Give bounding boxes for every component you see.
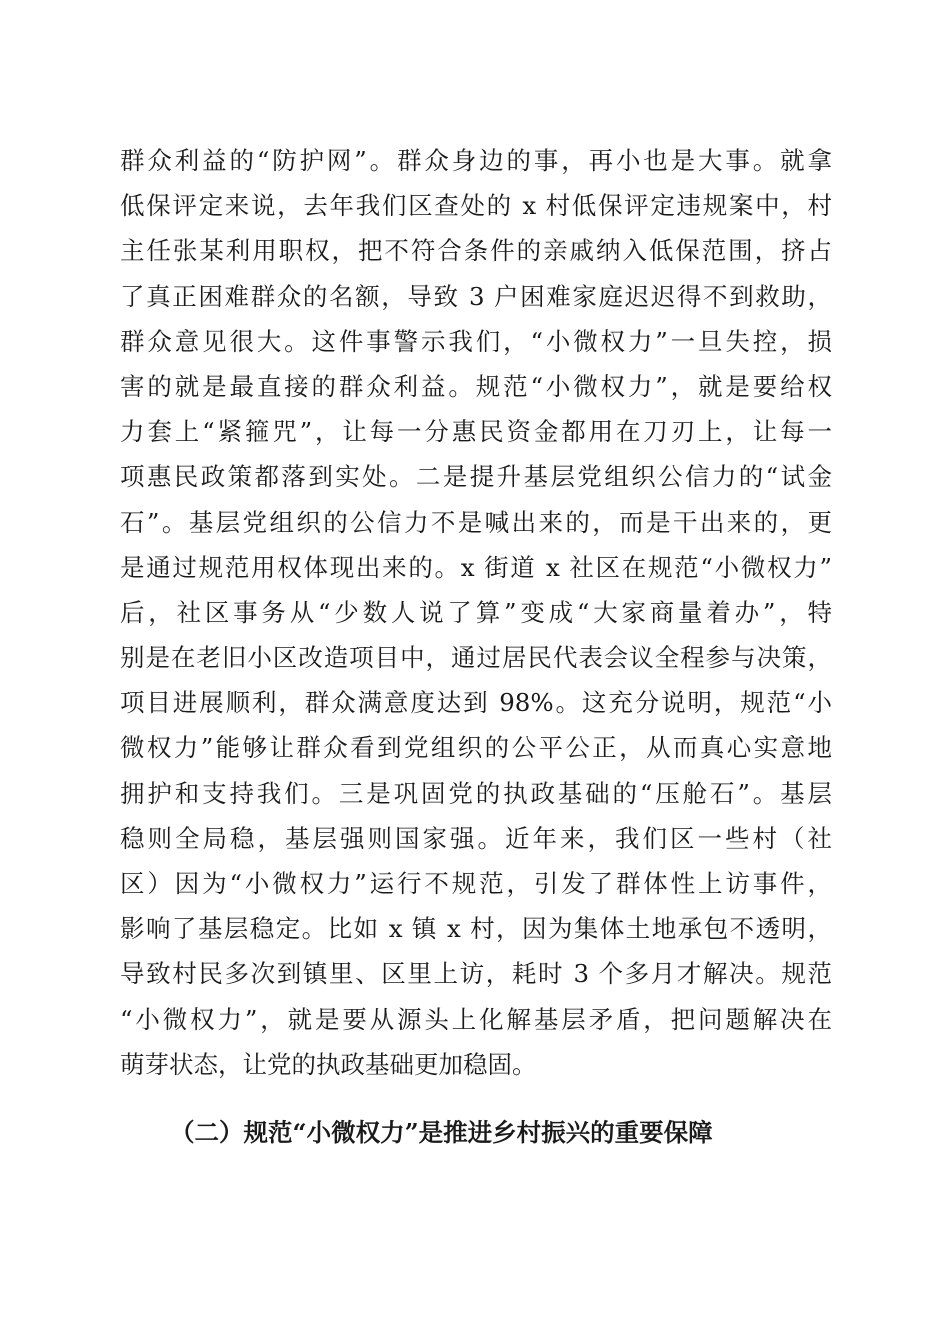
paragraph-line: 了真正困难群众的名额，导致 3 户困难家庭迟迟得不到救助， xyxy=(120,281,832,311)
paragraph-line: 稳则全局稳，基层强则国家强。近年来，我们区一些村（社 xyxy=(120,823,832,853)
body-paragraph xyxy=(120,138,832,1087)
paragraph-line: 项目进展顺利，群众满意度达到 98%。这充分说明，规范“小 xyxy=(120,688,832,718)
paragraph-line: 后，社区事务从“少数人说了算”变成“大家商量着办”，特 xyxy=(120,597,832,627)
paragraph-line: 影响了基层稳定。比如 x 镇 x 村，因为集体土地承包不透明， xyxy=(120,914,832,944)
paragraph-line: 石”。基层党组织的公信力不是喊出来的，而是干出来的，更 xyxy=(120,507,832,537)
paragraph-line: 别是在老旧小区改造项目中，通过居民代表会议全程参与决策， xyxy=(120,643,832,673)
paragraph-line: 害的就是最直接的群众利益。规范“小微权力”，就是要给权 xyxy=(120,371,832,401)
section-heading: （二）规范“小微权力”是推进乡村振兴的重要保障 xyxy=(170,1118,713,1147)
paragraph-line: 低保评定来说，去年我们区查处的 x 村低保评定违规案中，村 xyxy=(120,191,832,221)
paragraph-line: 萌芽状态，让党的执政基础更加稳固。 xyxy=(120,1049,537,1079)
paragraph-line: 导致村民多次到镇里、区里上访，耗时 3 个多月才解决。规范 xyxy=(120,959,832,989)
paragraph-line: 区）因为“小微权力”运行不规范，引发了群体性上访事件， xyxy=(120,869,832,898)
paragraph-line: 群众利益的“防护网”。群众身边的事，再小也是大事。就拿 xyxy=(120,146,832,175)
paragraph-line: 力套上“紧箍咒”，让每一分惠民资金都用在刀刃上，让每一 xyxy=(120,417,832,447)
paragraph-line: 项惠民政策都落到实处。二是提升基层党组织公信力的“试金 xyxy=(120,462,832,492)
paragraph-line: 群众意见很大。这件事警示我们，“小微权力”一旦失控，损 xyxy=(120,326,832,356)
paragraph-line: 是通过规范用权体现出来的。x 街道 x 社区在规范“小微权力” xyxy=(120,552,832,582)
paragraph-line: 微权力”能够让群众看到党组织的公平公正，从而真心实意地 xyxy=(120,733,832,763)
paragraph-line: “小微权力”，就是要从源头上化解基层矛盾，把问题解决在 xyxy=(120,1004,832,1034)
paragraph-line: 拥护和支持我们。三是巩固党的执政基础的“压舱石”。基层 xyxy=(120,778,832,808)
paragraph-line: 主任张某利用职权，把不符合条件的亲戚纳入低保范围，挤占 xyxy=(120,236,832,266)
